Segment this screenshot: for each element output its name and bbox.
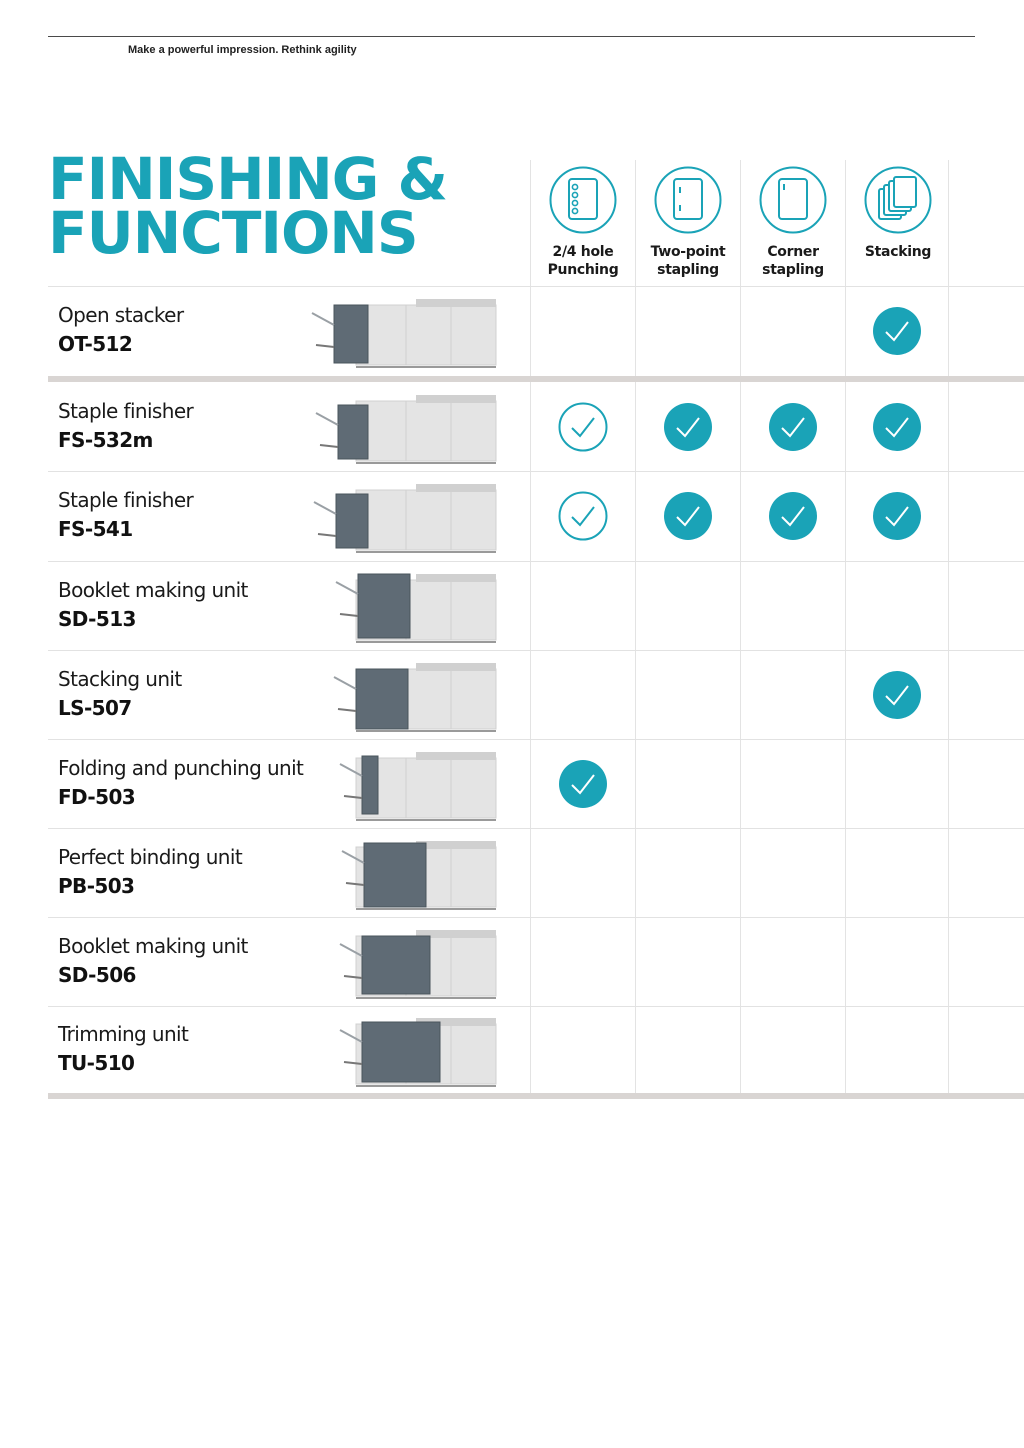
feature-label-stacking <box>846 243 950 261</box>
feature-label-line: 2/4 hole <box>552 244 614 260</box>
check-filled-icon <box>871 401 923 453</box>
product-name: Booklet making unit <box>58 933 248 958</box>
feature-label-corner <box>741 243 845 279</box>
machine-illustration <box>286 566 498 646</box>
product-label <box>58 397 193 455</box>
product-label <box>58 576 248 634</box>
check-filled-icon <box>557 758 609 810</box>
feature-header-stacking <box>846 166 950 261</box>
feature-header-corner <box>741 166 845 279</box>
product-code: TU-510 <box>58 1050 135 1075</box>
product-name: Stacking unit <box>58 666 182 691</box>
table-row <box>48 286 1024 376</box>
table-row <box>48 561 1024 650</box>
check-outline-icon <box>557 401 609 453</box>
check-filled-icon <box>767 401 819 453</box>
header-tagline: Make a powerful impression. Rethink agility <box>128 44 357 56</box>
product-name: Staple finisher <box>58 398 194 423</box>
feature-label-line: Two-point <box>650 244 726 260</box>
feature-label-two-point <box>636 243 740 279</box>
product-code: SD-506 <box>58 962 136 987</box>
product-code: LS-507 <box>58 695 132 720</box>
product-code: FS-541 <box>58 517 133 541</box>
product-code: FS-532m <box>58 427 153 452</box>
machine-image <box>286 566 498 651</box>
product-code: SD-513 <box>58 606 136 631</box>
title-line-2: FUNCTIONS <box>48 199 418 267</box>
machine-illustration <box>286 291 498 371</box>
product-label <box>58 843 242 901</box>
feature-header-two-point <box>636 166 740 279</box>
product-name: Trimming unit <box>58 1021 189 1046</box>
page-title <box>48 145 448 267</box>
machine-illustration <box>286 833 498 913</box>
machine-image <box>286 655 498 740</box>
feature-header-punching <box>531 166 635 279</box>
product-code: OT-512 <box>58 332 133 356</box>
product-name: Open stacker <box>58 303 184 327</box>
table-row <box>48 739 1024 828</box>
table-row <box>48 828 1024 917</box>
machine-illustration <box>286 1010 498 1090</box>
machine-illustration <box>286 655 498 735</box>
stacking-icon <box>864 166 932 234</box>
machine-image <box>286 291 498 376</box>
table-row <box>48 471 1024 561</box>
machine-image <box>286 1010 498 1095</box>
feature-label-line: Stacking <box>864 244 932 260</box>
corner-stapling-icon <box>759 166 827 234</box>
feature-label-line: Corner <box>767 244 819 260</box>
product-label <box>58 932 248 990</box>
product-name: Folding and punching unit <box>58 755 304 780</box>
top-rule <box>48 36 975 37</box>
product-code: PB-503 <box>58 873 135 898</box>
check-filled-icon <box>871 490 923 542</box>
product-label <box>58 301 184 359</box>
table-row <box>48 650 1024 739</box>
machine-image <box>286 476 498 561</box>
feature-label-line: stapling <box>762 262 824 278</box>
product-label <box>58 486 193 544</box>
product-label <box>58 1020 188 1078</box>
two-point-stapling-icon <box>654 166 722 234</box>
punching-icon <box>549 166 617 234</box>
feature-label-line: Punching <box>547 262 619 278</box>
product-label <box>58 665 182 723</box>
machine-illustration <box>286 922 498 1002</box>
machine-image <box>286 833 498 918</box>
check-filled-icon <box>871 669 923 721</box>
product-name: Staple finisher <box>58 488 194 512</box>
product-name: Booklet making unit <box>58 577 248 602</box>
product-name: Perfect binding unit <box>58 844 243 869</box>
check-outline-icon <box>557 490 609 542</box>
product-code: FD-503 <box>58 784 136 809</box>
machine-image <box>286 922 498 1007</box>
check-filled-icon <box>662 401 714 453</box>
feature-label-line: stapling <box>657 262 719 278</box>
table-row <box>48 917 1024 1006</box>
machine-illustration <box>286 744 498 824</box>
check-filled-icon <box>767 490 819 542</box>
title-line-1: FINISHING & <box>48 145 448 213</box>
bottom-divider <box>48 1093 1024 1099</box>
feature-label-punching <box>531 243 635 279</box>
table-row <box>48 1006 1024 1093</box>
machine-image <box>286 744 498 829</box>
machine-image <box>286 387 498 472</box>
table-row <box>48 382 1024 471</box>
machine-illustration <box>286 387 498 467</box>
check-filled-icon <box>662 490 714 542</box>
product-label <box>58 754 303 812</box>
machine-illustration <box>286 476 498 556</box>
check-filled-icon <box>871 305 923 357</box>
